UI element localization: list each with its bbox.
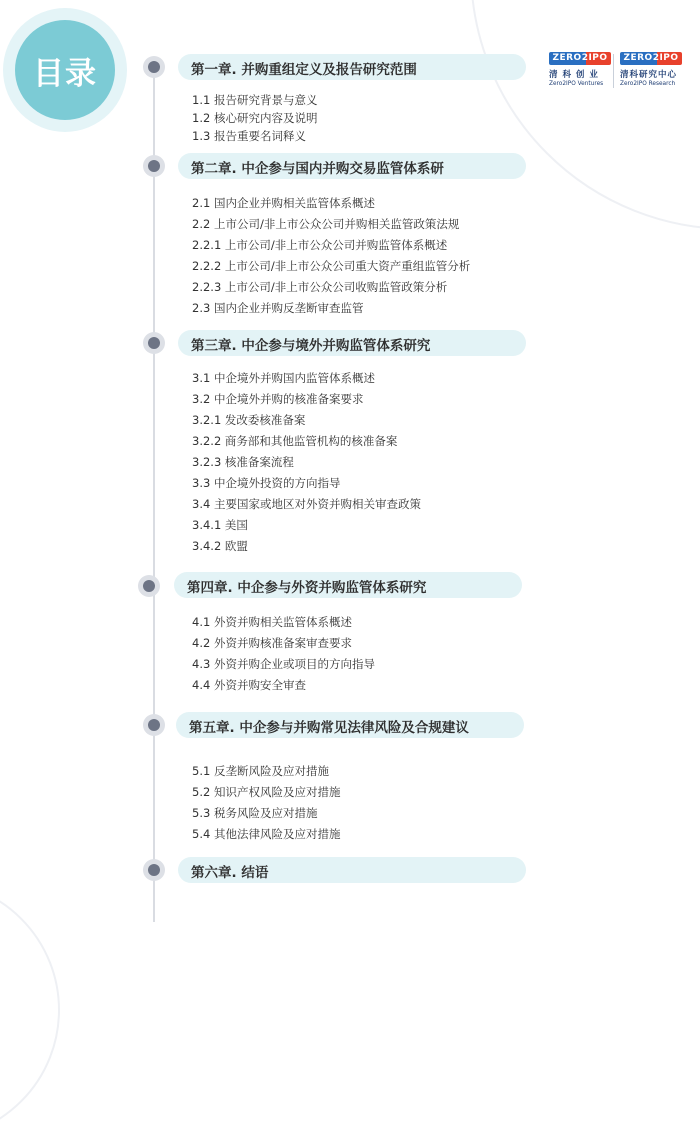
toc-item[interactable]: 2.2 上市公司/非上市公众公司并购相关监管政策法规 — [192, 217, 460, 231]
toc-item[interactable]: 4.1 外资并购相关监管体系概述 — [192, 615, 352, 629]
logo-cn-text: 清科研究中心 — [620, 70, 678, 80]
logo-box-text: ZERO2IPO — [620, 52, 682, 65]
chapter-title: 第六章. 结语 — [191, 865, 269, 881]
title-badge — [15, 20, 115, 120]
chapter-heading-4[interactable] — [174, 572, 522, 598]
logo-box-text: ZERO2IPO — [549, 52, 611, 65]
toc-item[interactable]: 2.3 国内企业并购反垄断审查监管 — [192, 301, 364, 315]
toc-item[interactable]: 3.4.1 美国 — [192, 518, 248, 532]
chapter-heading-1[interactable] — [178, 54, 526, 80]
toc-item[interactable]: 2.2.2 上市公司/非上市公众公司重大资产重组监管分析 — [192, 259, 471, 273]
toc-item[interactable]: 4.2 外资并购核准备案审查要求 — [192, 636, 352, 650]
decorative-arc-top-right — [470, 0, 700, 230]
logo-cn-text: 清 科 创 业 — [549, 70, 599, 80]
toc-item[interactable]: 3.3 中企境外投资的方向指导 — [192, 476, 341, 490]
toc-item[interactable]: 1.2 核心研究内容及说明 — [192, 111, 318, 125]
toc-item[interactable]: 3.4 主要国家或地区对外资并购相关审查政策 — [192, 497, 421, 511]
chapter-title: 第五章. 中企参与并购常见法律风险及合规建议 — [189, 720, 469, 736]
chapter-heading-3[interactable] — [178, 330, 526, 356]
toc-item[interactable]: 3.2.1 发改委核准备案 — [192, 413, 306, 427]
chapter-heading-2[interactable] — [178, 153, 526, 179]
toc-item[interactable]: 4.4 外资并购安全审查 — [192, 678, 306, 692]
zero2ipo-ventures-logo — [549, 52, 611, 90]
chapter-title: 第二章. 中企参与国内并购交易监管体系研 — [191, 161, 444, 177]
toc-item[interactable]: 5.1 反垄断风险及应对措施 — [192, 764, 329, 778]
chapter-marker-dot — [143, 332, 165, 354]
toc-item[interactable]: 3.2.3 核准备案流程 — [192, 455, 294, 469]
toc-item[interactable]: 2.1 国内企业并购相关监管体系概述 — [192, 196, 375, 210]
toc-item[interactable]: 3.2 中企境外并购的核准备案要求 — [192, 392, 364, 406]
chapter-marker-dot — [143, 155, 165, 177]
page-title: 目录 — [33, 55, 97, 92]
toc-item[interactable]: 1.3 报告重要名词释义 — [192, 129, 306, 143]
chapter-marker-dot — [143, 859, 165, 881]
chapter-title: 第一章. 并购重组定义及报告研究范围 — [191, 62, 417, 78]
chapter-heading-5[interactable] — [176, 712, 524, 738]
chapter-title: 第三章. 中企参与境外并购监管体系研究 — [191, 338, 431, 354]
toc-item[interactable]: 5.3 税务风险及应对措施 — [192, 806, 318, 820]
toc-item[interactable]: 3.4.2 欧盟 — [192, 539, 248, 553]
toc-item[interactable]: 3.2.2 商务部和其他监管机构的核准备案 — [192, 434, 398, 448]
toc-item[interactable]: 3.1 中企境外并购国内监管体系概述 — [192, 371, 375, 385]
toc-item[interactable]: 5.2 知识产权风险及应对措施 — [192, 785, 341, 799]
chapter-marker-dot — [143, 714, 165, 736]
toc-item[interactable]: 5.4 其他法律风险及应对措施 — [192, 827, 341, 841]
toc-item[interactable]: 4.3 外资并购企业或项目的方向指导 — [192, 657, 375, 671]
logo-divider — [613, 54, 614, 88]
toc-item[interactable]: 2.2.1 上市公司/非上市公众公司并购监管体系概述 — [192, 238, 448, 252]
zero2ipo-research-logo — [620, 52, 682, 90]
timeline-line — [153, 62, 155, 922]
toc-item[interactable]: 2.2.3 上市公司/非上市公众公司收购监管政策分析 — [192, 280, 448, 294]
chapter-title: 第四章. 中企参与外资并购监管体系研究 — [187, 580, 427, 596]
chapter-marker-dot — [143, 56, 165, 78]
chapter-heading-6[interactable] — [178, 857, 526, 883]
chapter-marker-dot — [138, 575, 160, 597]
logo-en-text: Zero2IPO Research — [620, 81, 676, 87]
logo-en-text: Zero2IPO Ventures — [549, 81, 604, 87]
toc-item[interactable]: 1.1 报告研究背景与意义 — [192, 93, 318, 107]
decorative-arc-bottom-left — [0, 880, 60, 1140]
